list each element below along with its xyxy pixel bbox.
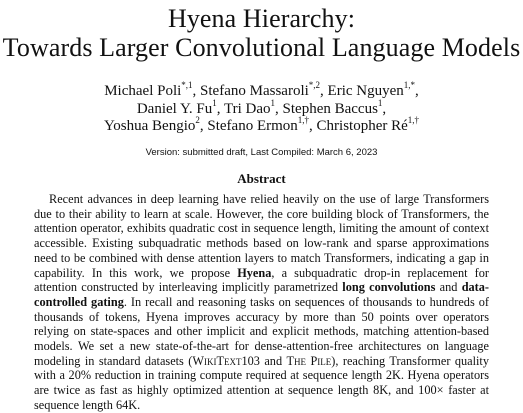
author-affiliation: 1,† — [297, 115, 310, 125]
author-line-1: Michael Poli$^{*,1}$, Stefano Massaroli$^{*,2}$, Eric Nguyen$^{1,*}$, — [104, 80, 419, 99]
author-name: Christopher Ré — [316, 118, 408, 134]
version-value: submitted draft, — [182, 147, 249, 158]
author-name: Stefano Ermon — [207, 118, 298, 134]
author-name: Stephen Baccus — [282, 101, 378, 117]
author-affiliation: 1,* — [403, 80, 416, 90]
author-affiliation: 1 — [270, 98, 276, 108]
author-name: Eric Nguyen — [327, 83, 404, 99]
author-name: Michael Poli — [104, 83, 182, 99]
author-affiliation: 2 — [195, 115, 200, 125]
version-line — [0, 147, 523, 159]
abstract-text: ), reaching Transformer quality with a 20% reduction in training compute required at sequence length 2K. Hyena operators are twice as fast as highly optimized attention at sequence length 8K, and 100× faster at sequence length 64K. — [34, 353, 489, 412]
paper-title-line-1: Hyena Hierarchy: — [167, 4, 356, 33]
wikitext-dataset: WikiText103 — [192, 353, 260, 368]
author-affiliation: *,1 — [181, 80, 193, 90]
version-label: Version: — [145, 147, 180, 158]
author-name: Daniel Y. Fu — [136, 101, 213, 117]
author-affiliation: 1 — [377, 98, 383, 108]
abstract-body — [34, 192, 489, 413]
author-affiliation: *,2 — [308, 80, 321, 90]
pile-dataset: The Pile — [286, 353, 332, 368]
compiled-date: March 6, 2023 — [316, 147, 378, 158]
data-controlled-gating-term: data-controlled gating — [34, 280, 490, 309]
author-name: Stefano Massaroli — [200, 83, 309, 99]
abstract-text: and — [435, 280, 462, 295]
author-line-3: Yoshua Bengio$^2$, Stefano Ermon$^{1,\dagger}$, Christopher $Ré^{1,\dagger}$ — [103, 115, 420, 134]
author-line-2: Daniel Y. Fu$^1$, Tri Dao$^1$, Stephen Baccus$^1$, — [136, 98, 387, 117]
author-affiliation: 1 — [212, 98, 217, 108]
hyena-term: Hyena — [237, 265, 272, 280]
abstract-text: . In recall and reasoning tasks on sequences of thousands to hundreds of thousands of tokens, Hyena improves accuracy by more than 50 points over operators relying on state-spaces and other implicit and explicit methods, matching attention-based models. We set a new state-of-the-art for dense-attention-free architectures on language modeling in standard datasets ( — [34, 294, 489, 368]
abstract-heading: Abstract — [237, 171, 286, 186]
author-name: Yoshua Bengio — [103, 118, 196, 134]
abstract-text: and — [259, 353, 287, 368]
author-name: Tri Dao — [223, 101, 271, 117]
long-convolutions-term: long convolutions — [342, 280, 436, 295]
abstract-text: Recent advances in deep learning have relied heavily on the use of large Transformers due to their ability to learn at scale. However, the core building block of Transformers, the attention operator, exhibits quadratic cost in sequence length, limiting the amount of context accessible. Existing subquadratic methods based on low-rank and sparse approximations need to be combined with dense attention layers to match Transformers, indicating a gap in capability. In this work, we propose — [34, 192, 489, 280]
abstract-text: , a subquadratic drop-in replacement for attention constructed by interleaving implicitly parametrized — [34, 265, 489, 295]
compiled-label: Last Compiled: — [250, 147, 315, 158]
paper-title-line-2: Towards Larger Convolutional Language Models — [2, 33, 521, 62]
author-affiliation: 1,† — [407, 115, 420, 125]
